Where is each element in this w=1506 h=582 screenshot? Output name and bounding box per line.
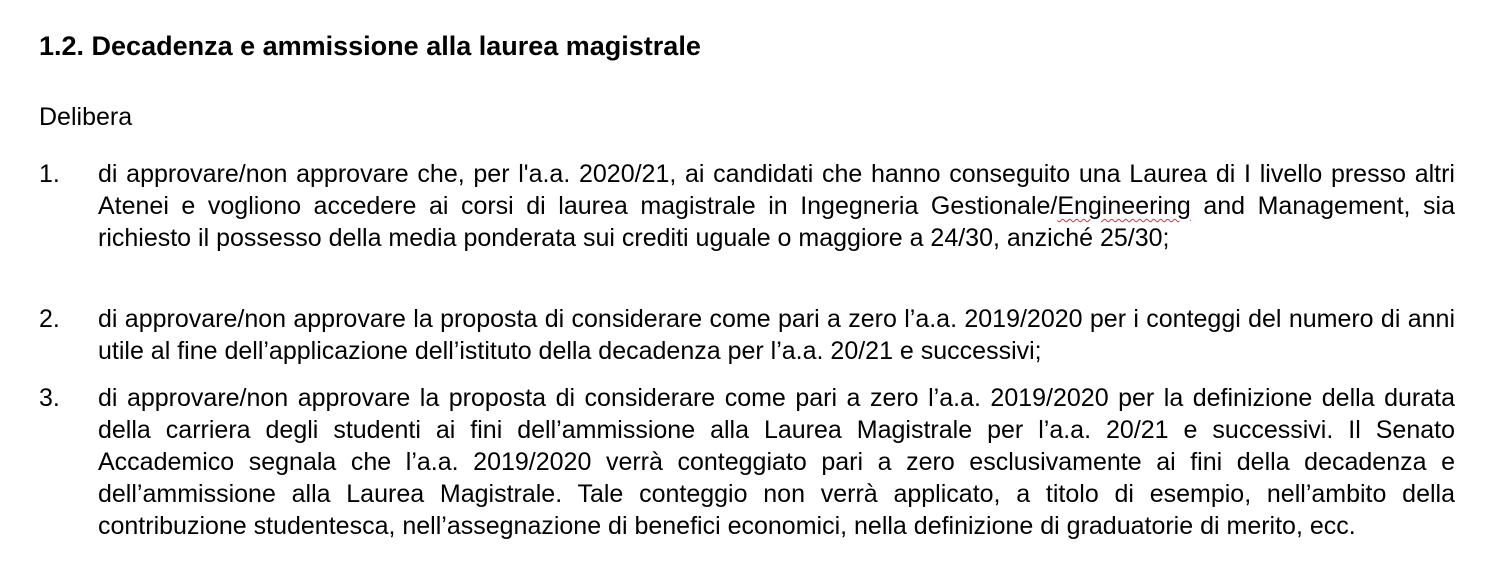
list-item-number: 2. — [39, 305, 60, 333]
list-item-text: di approvare/non approvare la proposta di considerare come pari a zero l’a.a. 2019/2020 per i conteggi del numero di anni utile al fine dell’applicazione dell’istituto della decadenza per l’a.a. 20/21 e successivi; — [98, 305, 1455, 365]
list-item-number: 3. — [39, 384, 60, 412]
list-item-text — [98, 158, 1455, 254]
section-heading: 1.2. Decadenza e ammissione alla laurea magistrale — [39, 31, 701, 61]
intro-label: Delibera — [39, 103, 133, 131]
list-item-text-part: and Management, sia richiesto il possesso della media ponderata sui crediti uguale o maggiore a 24/30, anziché 25/30; — [98, 192, 1455, 252]
list-item-number: 1. — [39, 160, 60, 188]
list-item-text-part: di approvare/non approvare che, per l'a.a. 2020/21, ai candidati che hanno conseguito una Laurea di I livello presso altri Atenei e vogliono accedere ai corsi di laurea magistrale in Ingegneria Gestionale/ — [98, 160, 1455, 220]
spellcheck-flagged-word: Engineering — [1057, 192, 1191, 220]
list-item-text: di approvare/non approvare la proposta di considerare come pari a zero l’a.a. 2019/2020 per la definizione della durata della carriera degli studenti ai fini dell’ammissione alla Laurea Magistrale per l’a.a. 20/21 e successivi. Il Senato Accademico segnala che l’a.a. 2019/2020 verrà conteggiato pari a zero esclusivamente ai fini della decadenza e dell’ammissione alla Laurea Magistrale. Tale conteggio non verrà applicato, a titolo di esempio, nell’ambito della contribuzione studentesca, nell’assegnazione di benefici economici, nella definizione di graduatorie di merito, ecc. — [98, 384, 1455, 540]
